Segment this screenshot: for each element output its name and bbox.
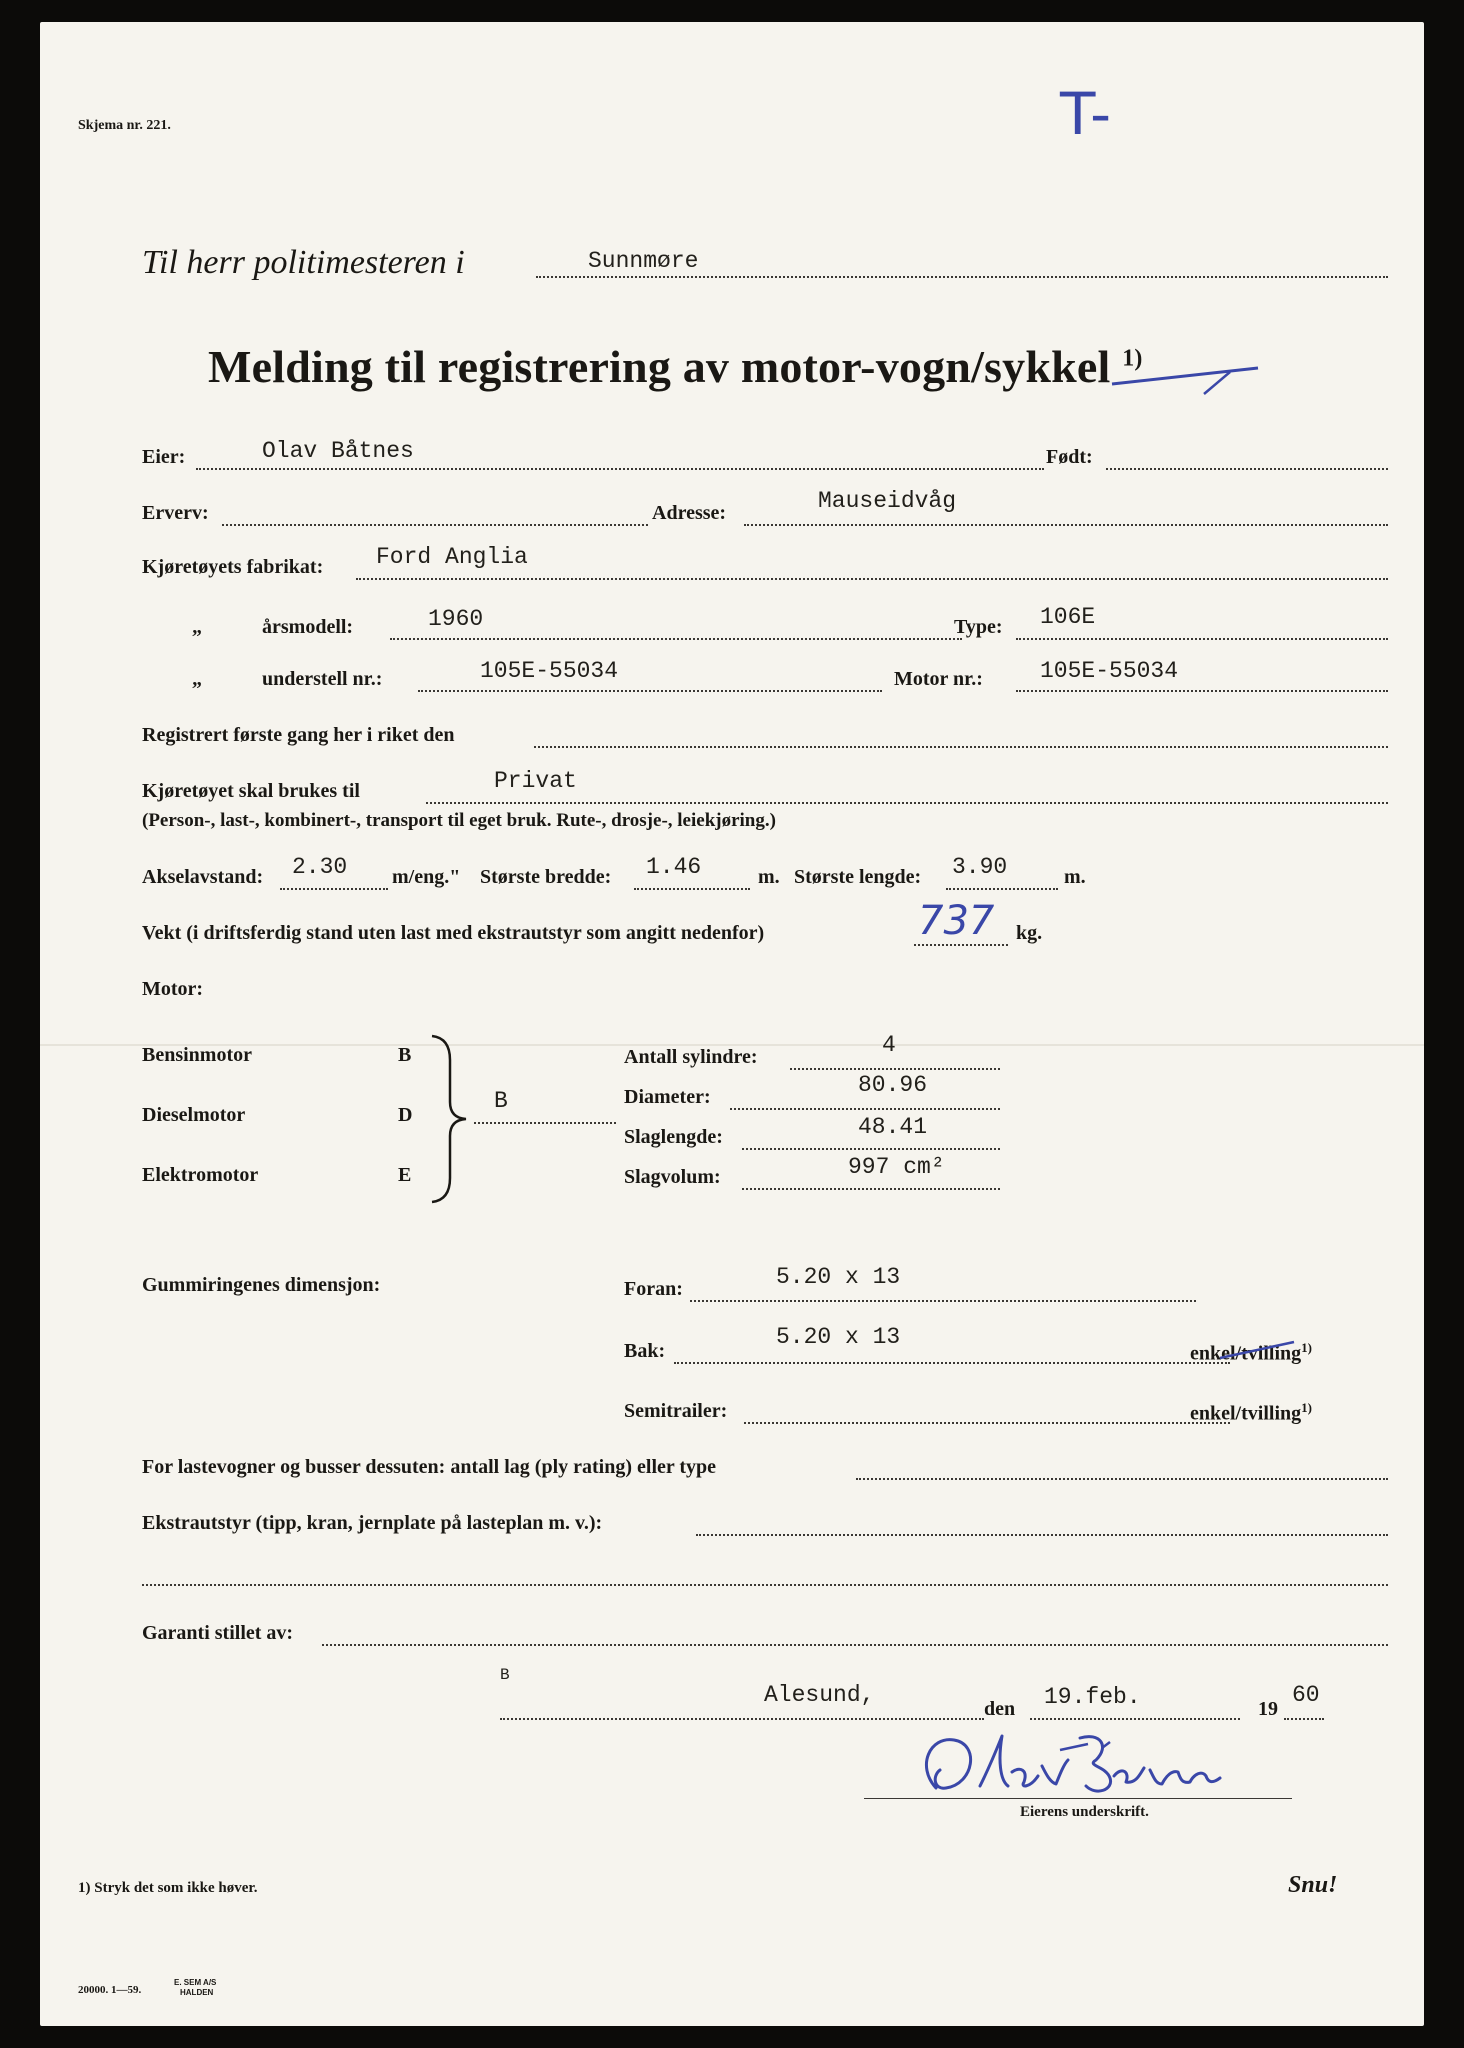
bredde-unit: m.	[758, 866, 780, 888]
year-line	[1284, 1718, 1324, 1720]
eier-value: Olav Båtnes	[262, 438, 414, 464]
foran-value: 5.20 x 13	[776, 1264, 901, 1290]
diameter-label: Diameter:	[624, 1086, 711, 1108]
motor-nr-label: Motor nr.:	[894, 668, 983, 690]
ditto-mark-2: „	[192, 668, 202, 690]
type-value: 106E	[1040, 604, 1096, 630]
printer-line-1: E. SEM A/S	[174, 1978, 217, 1987]
sylindre-line	[790, 1068, 1000, 1070]
brukes-label: Kjøretøyet skal brukes til	[142, 780, 360, 802]
registrert-label: Registrert første gang her i riket den	[142, 724, 455, 746]
place-value: Alesund,	[764, 1682, 875, 1708]
brukes-line	[426, 802, 1388, 804]
bak-label: Bak:	[624, 1340, 666, 1362]
arsmodell-value: 1960	[428, 606, 484, 632]
adresse-value: Mauseidvåg	[818, 488, 957, 514]
garanti-label: Garanti stillet av:	[142, 1622, 294, 1644]
diameter-line	[730, 1108, 1000, 1110]
fabrikat-label: Kjøretøyets fabrikat:	[142, 556, 324, 578]
addressee-value: Sunnmøre	[588, 248, 699, 274]
motor-nr-line	[1016, 690, 1388, 692]
semitrailer-enkel-tvilling-text: enkel/tvilling	[1190, 1402, 1302, 1425]
schema-number: Skjema nr. 221.	[78, 118, 171, 133]
ditto-mark: „	[192, 616, 202, 638]
den-label: den	[984, 1698, 1016, 1720]
lengde-label: Største lengde:	[794, 866, 922, 888]
addressee-line	[536, 276, 1388, 278]
snu-label: Snu!	[1288, 1872, 1338, 1898]
signature-line	[864, 1798, 1292, 1799]
slagvolum-line	[742, 1188, 1000, 1190]
ekstrautstyr-label: Ekstrautstyr (tipp, kran, jernplate på lasteplan m. v.):	[142, 1512, 603, 1534]
print-info: 20000. 1—59.	[78, 1984, 142, 1996]
lastevogner-line	[856, 1478, 1388, 1480]
fabrikat-line	[356, 578, 1388, 580]
form-title-text: Melding til registrering av motor-vogn/sykkel	[208, 341, 1111, 392]
motor-brace	[424, 1030, 472, 1208]
vekt-line	[914, 944, 1008, 946]
vekt-unit: kg.	[1016, 922, 1043, 944]
semitrailer-label: Semitrailer:	[624, 1400, 728, 1422]
slaglengde-value: 48.41	[858, 1114, 928, 1140]
bredde-line	[634, 888, 750, 890]
arsmodell-line	[390, 638, 962, 640]
fodt-line	[1106, 468, 1388, 470]
bak-footnote: 1)	[1301, 1340, 1312, 1355]
signature-caption: Eierens underskrift.	[1020, 1804, 1149, 1820]
strike-mark	[1108, 345, 1268, 408]
eier-label: Eier:	[142, 446, 186, 468]
lastevogner-label: For lastevogner og busser dessuten: antall lag (ply rating) eller type	[142, 1456, 717, 1478]
garanti-line	[322, 1644, 1388, 1646]
motor-type-elektro: Elektromotor	[142, 1164, 259, 1186]
bredde-label: Største bredde:	[480, 866, 612, 888]
fabrikat-value: Ford Anglia	[376, 544, 528, 570]
understell-value: 105E-55034	[480, 658, 619, 684]
diameter-value: 80.96	[858, 1072, 928, 1098]
addressee-label: Til herr politimesteren i	[142, 244, 465, 281]
ekstrautstyr-line	[696, 1534, 1388, 1536]
printer-line-2: HALDEN	[180, 1988, 214, 1997]
tires-label: Gummiringenes dimensjon:	[142, 1274, 381, 1296]
semitrailer-line	[744, 1422, 1230, 1424]
form-title-footnote: 1)	[1122, 345, 1143, 372]
bredde-value: 1.46	[646, 854, 702, 880]
type-label: Type:	[954, 616, 1003, 638]
type-line	[1016, 638, 1388, 640]
motor-nr-value: 105E-55034	[1040, 658, 1179, 684]
lengde-value: 3.90	[952, 854, 1008, 880]
akselavstand-line	[280, 888, 388, 890]
form-title	[208, 340, 1143, 393]
b-mark: B	[500, 1666, 510, 1684]
motor-code-e: E	[398, 1164, 412, 1186]
eier-line	[196, 468, 1044, 470]
arsmodell-label: årsmodell:	[262, 616, 354, 638]
understell-line	[418, 690, 882, 692]
akselavstand-unit: m/eng."	[392, 866, 461, 888]
year-suffix: 60	[1292, 1682, 1320, 1708]
motor-selected-line	[474, 1122, 616, 1124]
slaglengde-label: Slaglengde:	[624, 1126, 723, 1148]
semitrailer-footnote: 1)	[1301, 1400, 1312, 1415]
handwritten-mark: T-	[1060, 80, 1112, 148]
brukes-note: (Person-, last-, kombinert-, transport til eget bruk. Rute-, drosje-, leiekjøring.)	[142, 810, 776, 831]
footnote: 1) Stryk det som ikke høver.	[78, 1880, 258, 1896]
date-value: 19.feb.	[1044, 1684, 1141, 1710]
fodt-label: Født:	[1046, 446, 1093, 468]
lengde-line	[946, 888, 1058, 890]
vekt-label: Vekt (i driftsferdig stand uten last med ekstrautstyr som angitt nedenfor)	[142, 922, 765, 944]
adresse-label: Adresse:	[652, 502, 727, 524]
akselavstand-value: 2.30	[292, 854, 348, 880]
motor-code-b: B	[398, 1044, 412, 1066]
motor-type-diesel: Dieselmotor	[142, 1104, 246, 1126]
year-prefix: 19	[1258, 1698, 1278, 1720]
sylindre-label: Antall sylindre:	[624, 1046, 758, 1068]
slagvolum-label: Slagvolum:	[624, 1166, 721, 1188]
foran-label: Foran:	[624, 1278, 683, 1300]
semitrailer-enkel-tvilling	[1190, 1400, 1312, 1426]
form-paper	[40, 22, 1424, 2026]
akselavstand-label: Akselavstand:	[142, 866, 264, 888]
understell-label: understell nr.:	[262, 668, 383, 690]
adresse-line	[744, 524, 1388, 526]
slagvolum-value: 997 cm²	[848, 1154, 945, 1180]
motor-type-bensin: Bensinmotor	[142, 1044, 252, 1066]
lengde-unit: m.	[1064, 866, 1086, 888]
sylindre-value: 4	[882, 1032, 896, 1058]
brukes-value: Privat	[494, 768, 577, 794]
tvilling-strike-mark	[1218, 1336, 1298, 1366]
slaglengde-line	[742, 1148, 1000, 1150]
motor-selected-value: B	[494, 1088, 508, 1114]
bak-line	[674, 1362, 1230, 1364]
motor-code-d: D	[398, 1104, 413, 1126]
vekt-value: 737	[918, 898, 995, 944]
erverv-label: Erverv:	[142, 502, 209, 524]
motor-heading: Motor:	[142, 978, 204, 1000]
bak-enkel-tvilling-text: enkel/tvilling	[1190, 1342, 1302, 1365]
ekstrautstyr-line-2	[142, 1584, 1388, 1586]
bak-value: 5.20 x 13	[776, 1324, 901, 1350]
place-line	[500, 1718, 984, 1720]
foran-line	[690, 1300, 1196, 1302]
date-line	[1030, 1718, 1240, 1720]
registrert-line	[534, 746, 1388, 748]
erverv-line	[222, 524, 648, 526]
